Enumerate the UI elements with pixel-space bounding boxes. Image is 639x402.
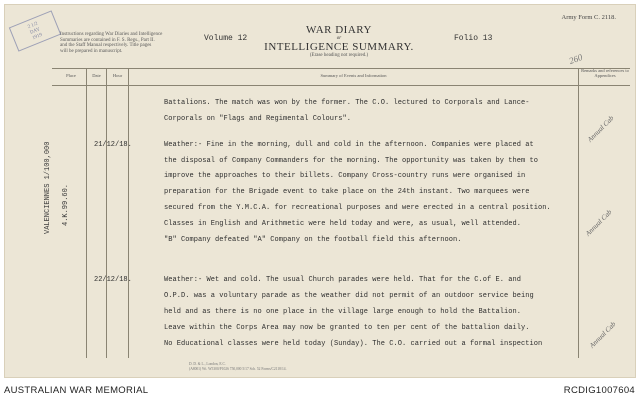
- entry-line: Leave within the Corps Area may now be granted to ten per cent of the battalion daily.: [164, 324, 530, 332]
- entry-line: Weather:- Wet and cold. The usual Church parades were held. That for the C.of E. and: [164, 276, 522, 284]
- column-date: Date: [92, 73, 101, 78]
- title-note: (Erase heading not required.): [309, 53, 369, 58]
- place-name-vertical: VALENCIENNES 1/100,000: [44, 141, 52, 234]
- received-stamp: [9, 10, 61, 51]
- army-form-number: Army Form C. 2118.: [561, 14, 616, 21]
- entry-line: O.P.D. was a voluntary parade as the weather did not permit of an outdoor service being: [164, 292, 534, 300]
- summary-remarks-divider: [578, 68, 579, 358]
- title-war-diary: WAR DIARY: [306, 24, 372, 36]
- stamp-line: DAY: [29, 27, 41, 36]
- entry-line: preparation for the Brigade event to take place on the 24th instant. Two marquees were: [164, 188, 530, 196]
- entry-line: held and as there is no one place in the village large enough to hold the Battalion.: [164, 308, 522, 316]
- entry-date: 22/12/18.: [94, 276, 132, 284]
- printer-imprint: D. D. & L., London, E.C. (A8001) Wt. W5300/P1026 750,000 5/17 Sch. 52 Forms/C2118/14.: [189, 362, 287, 371]
- diary-page: [4, 4, 636, 378]
- entry-line: No Educational classes were held today (Sunday). The C.O. carried out a formal inspection: [164, 340, 543, 348]
- remarks-handwritten-note: Annual Cab: [584, 208, 614, 238]
- column-hour: Hour: [112, 73, 123, 78]
- date-hour-divider: [106, 68, 107, 358]
- instructions-notice: Instructions regarding War Diaries and Intelligence Summaries are contained in F. S. Regs., Part II. and the Staff Manual respectively. Title pages will be prepared in manuscript.: [60, 32, 163, 54]
- entry-line: Corporals on "Flags and Regimental Colours".: [164, 115, 352, 123]
- page-title: [254, 24, 424, 58]
- column-summary: Summary of Events and Information: [320, 73, 387, 78]
- entry-line: secured from the Y.M.C.A. for recreational purposes and were erected in a central position.: [164, 204, 551, 212]
- entry-line: Classes in English and Arithmetic were held today and were, as usual, well attended.: [164, 220, 522, 228]
- volume-number: Volume 12: [204, 34, 248, 43]
- entry-date: 21/12/18.: [94, 141, 132, 149]
- folio-number: Folio 13: [454, 34, 493, 43]
- remarks-handwritten-note: Annual Cab: [588, 320, 618, 350]
- archive-reference-id: RCDIG1007604: [563, 385, 635, 396]
- title-or: or: [336, 36, 342, 41]
- handwritten-folio: 260: [567, 51, 584, 67]
- entry-line: improve the approaches to their billets. Company Cross-country runs were organised in: [164, 172, 526, 180]
- column-head-rule: [52, 85, 630, 86]
- hour-summary-divider: [128, 68, 129, 358]
- entry-line: Battalions. The match was won by the former. The C.O. lectured to Corporals and Lance-: [164, 99, 530, 107]
- stamp-line: 1919: [31, 32, 44, 42]
- stamp-line: 2 1/2: [27, 21, 39, 31]
- column-remarks: Remarks and references to Appendices: [581, 68, 629, 78]
- place-date-divider: [86, 68, 87, 358]
- title-intelligence-summary: INTELLIGENCE SUMMARY.: [264, 41, 414, 53]
- entry-line: "B" Company defeated "A" Company on the football field this afternoon.: [164, 236, 462, 244]
- entry-line: the disposal of Company Commanders for the morning. The opportunity was taken by them to: [164, 157, 539, 165]
- column-place: Place: [66, 73, 76, 78]
- entry-line: Weather:- Fine in the morning, dull and cold in the afternoon. Companies were placed at: [164, 141, 534, 149]
- map-reference-vertical: 4.K.99.60.: [62, 183, 70, 226]
- header-rule: [52, 68, 630, 69]
- remarks-handwritten-note: Annual Cab: [586, 114, 616, 144]
- archive-credit: AUSTRALIAN WAR MEMORIAL: [4, 385, 149, 396]
